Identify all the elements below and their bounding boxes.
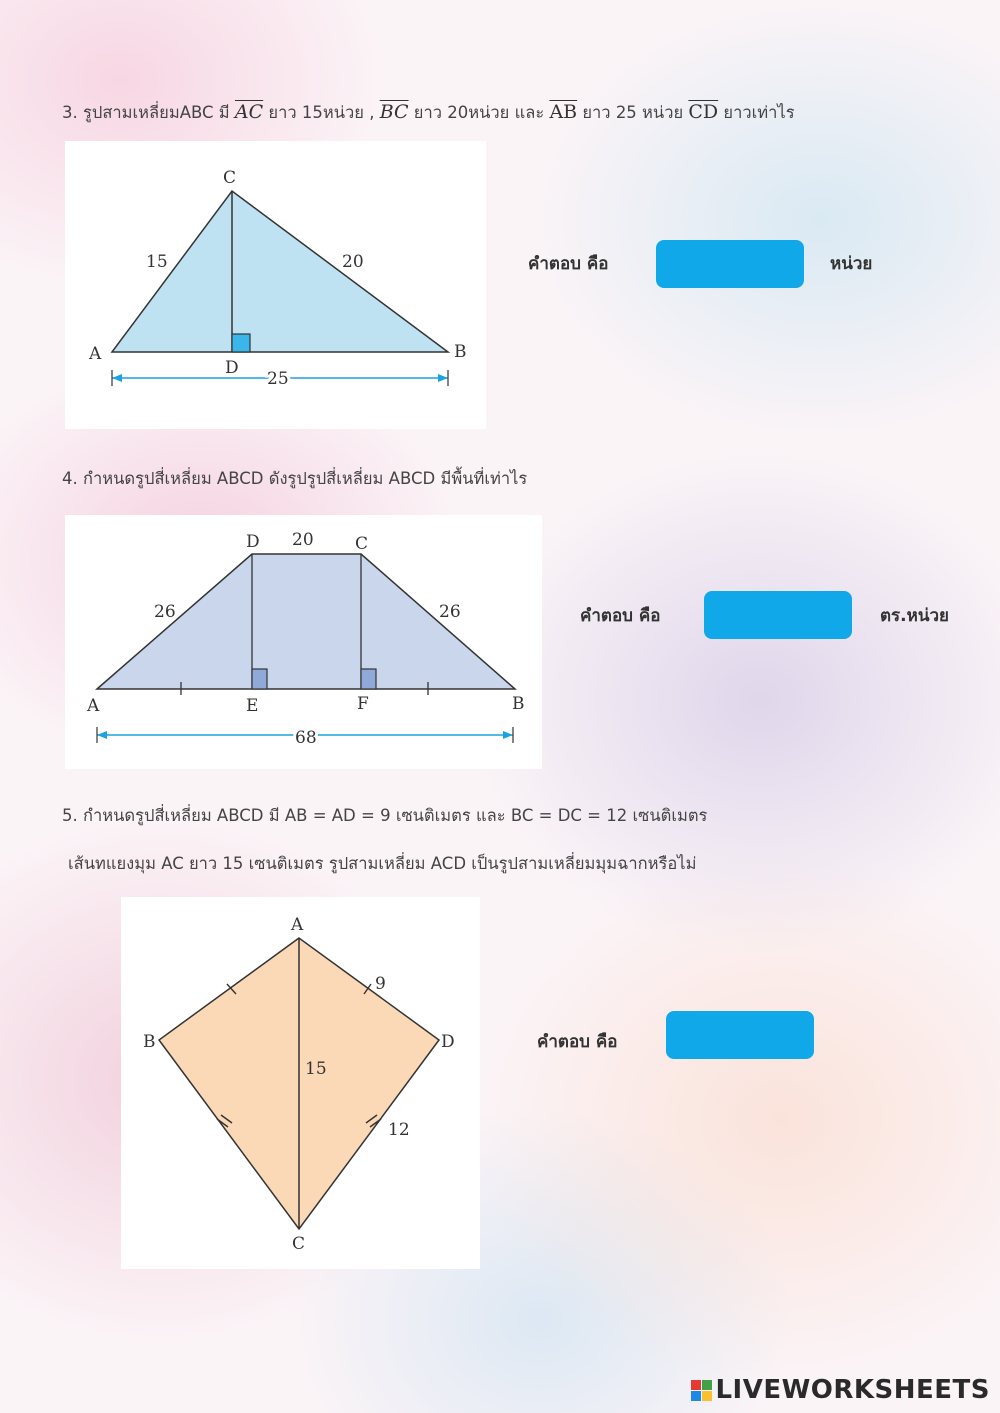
vertex-a-label: A xyxy=(291,915,304,935)
logo-square-red xyxy=(691,1380,701,1390)
kite-figure xyxy=(121,897,480,1269)
vertex-c-label: C xyxy=(223,168,237,188)
vertex-b-label: B xyxy=(143,1032,156,1052)
right-angle-mark-e xyxy=(252,669,267,689)
question-5-line-1: 5. กำหนดรูปสี่เหลี่ยม ABCD มี AB = AD = 9 เซนติเมตร และ BC = DC = 12 เซนติเมตร xyxy=(62,806,708,825)
trapezoid-figure xyxy=(65,515,542,769)
right-angle-mark xyxy=(232,334,250,352)
side-ad-label: 9 xyxy=(375,974,386,994)
question-5-line-2: เส้นทแยงมุม AC ยาว 15 เซนติเมตร รูปสามเหลี่ยม ACD เป็นรูปสามเหลี่ยมมุมฉากหรือไม่ xyxy=(68,854,697,873)
brand-text: LIVEWORKSHEETS xyxy=(715,1375,990,1405)
dimension-arrow-right xyxy=(503,731,513,739)
diagonal-ac-label: 15 xyxy=(305,1059,327,1079)
answer-label-q4: คำตอบ คือ xyxy=(580,606,661,626)
liveworksheets-logo-icon xyxy=(691,1380,712,1401)
vertex-c-label: C xyxy=(292,1234,306,1254)
segment-bc: $\overline{BC}$ xyxy=(379,101,409,123)
answer-input-q3[interactable] xyxy=(656,240,804,288)
vertex-d-label: D xyxy=(225,358,239,378)
side-ad-label: 26 xyxy=(154,602,176,622)
vertex-a-label: A xyxy=(87,696,100,716)
logo-square-yellow xyxy=(702,1391,712,1401)
vertex-c-label: C xyxy=(355,534,369,554)
side-ac-label: 15 xyxy=(146,252,168,272)
side-bc-label: 26 xyxy=(439,602,461,622)
side-ab-label: 25 xyxy=(267,369,289,389)
question-4-text: 4. กำหนดรูปสี่เหลี่ยม ABCD ดังรูปรูปสี่เหลี่ยม ABCD มีพื้นที่เท่าไร xyxy=(62,469,528,488)
triangle-figure xyxy=(65,141,486,429)
side-dc-label: 20 xyxy=(292,530,314,550)
answer-input-q4[interactable] xyxy=(704,591,852,639)
vertex-b-label: B xyxy=(512,694,525,714)
vertex-e-label: E xyxy=(246,696,259,716)
answer-label-q3: คำตอบ คือ xyxy=(528,254,609,274)
vertex-d-label: D xyxy=(441,1032,455,1052)
unit-label-q4: ตร.หน่วย xyxy=(880,606,949,626)
dimension-arrow-left xyxy=(97,731,107,739)
side-dc-label: 12 xyxy=(388,1120,410,1140)
vertex-d-label: D xyxy=(246,532,260,552)
side-ab-label: 68 xyxy=(295,728,317,748)
question-3-text: 3. รูปสามเหลี่ยมABC มี $\overline{AC}$ ยาว 15หน่วย , $\overline{BC}$ ยาว 20หน่วย และ $\overline{AB}$ ยาว 25 หน่วย $\overline{CD}$ ยาวเท่าไร xyxy=(62,101,795,123)
vertex-a-label: A xyxy=(89,344,102,364)
vertex-f-label: F xyxy=(357,694,369,714)
logo-square-green xyxy=(702,1380,712,1390)
side-bc-label: 20 xyxy=(342,252,364,272)
answer-input-q5[interactable] xyxy=(666,1011,814,1059)
logo-square-blue xyxy=(691,1391,701,1401)
unit-label-q3: หน่วย xyxy=(830,254,873,274)
segment-ac: $\overline{AC}$ xyxy=(234,101,264,123)
dimension-arrow-left xyxy=(112,374,122,382)
vertex-b-label: B xyxy=(454,342,467,362)
dimension-arrow-right xyxy=(438,374,448,382)
segment-cd: $\overline{CD}$ xyxy=(688,101,719,123)
liveworksheets-brand xyxy=(691,1375,990,1405)
right-angle-mark-f xyxy=(361,669,376,689)
segment-ab: $\overline{AB}$ xyxy=(549,101,578,123)
answer-label-q5: คำตอบ คือ xyxy=(537,1032,618,1052)
